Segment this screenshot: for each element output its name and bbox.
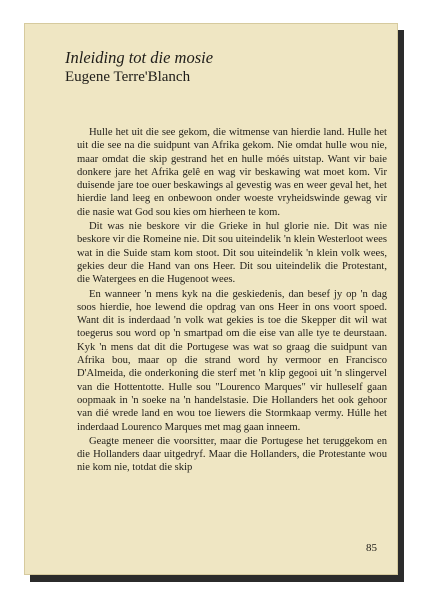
book-page <box>24 23 398 575</box>
paragraph-3: En wanneer 'n mens kyk na die geskiedenis, dan besef jy op 'n dag soos hierdie, hoe lewend die opdrag van ons Heer in ons voort spoed. Want dit is inderdaad 'n volk wat gekies is toe die Skepper dit wil wat toegerus sou word op 'n smartpad om die eise van alle tye te deurstaan. Kyk 'n mens dat dit die Portugese was wat so graag die suidpunt van Afrika bou, maar op die strand word hy vermoor en Francisco D'Almeida, die onderkoning die sterf met 'n klip gegooi uit 'n slingervel van die Hottentotte. Hulle sou "Lourenco Marques" vir hulleself gaan oopmaak in 'n soeke na 'n handelstasie. Die Hollanders het ook gehoor van dié wrede land en wou toe liewers die Stormkaap vermy. Húlle het inderdaad Lourenco Marques met mag gaan inneem. <box>77 288 387 433</box>
article-body <box>77 126 387 475</box>
page-number: 85 <box>366 542 377 554</box>
article-title: Inleiding tot die mosie <box>65 48 214 67</box>
article-author: Eugene Terre'Blanch <box>65 69 191 85</box>
paragraph-1: Hulle het uit die see gekom, die witmense van hierdie land. Hulle het uit die see na die suidpunt van Afrika gekom. Nie omdat hulle wou nie, maar omdat die skip gestrand het en hulle móés uitstap. Want vir baie donkere jare het Afrika gelê en wag vir beskawing wat moet kom. Vir duisende jare toe ouer beskawings al gevestig was en weer geval het, het hierdie land leeg en onbewoon onder woeste vryheidswinde gewag vir die nasie wat God sou kies om hierheen te kom. <box>77 127 387 218</box>
paragraph-4: Geagte meneer die voorsitter, maar die Portugese het teruggekom en die Hollanders daar uitgedryf. Maar die Hollanders, die Protestante wou nie kom nie, totdat die skip <box>77 435 387 474</box>
paragraph-2: Dit was nie beskore vir die Grieke in hul glorie nie. Dit was nie beskore vir die Romeine nie. Dit sou uiteindelik 'n klein Westerloot wees wat in die Suide stam kom stoot. Dit sou uiteindelik 'n klein volk wees, gekies deur die Hand van ons Heer. Dit sou uiteindelik die Protestant, die Watergees en die Hugenoot wees. <box>77 221 387 286</box>
